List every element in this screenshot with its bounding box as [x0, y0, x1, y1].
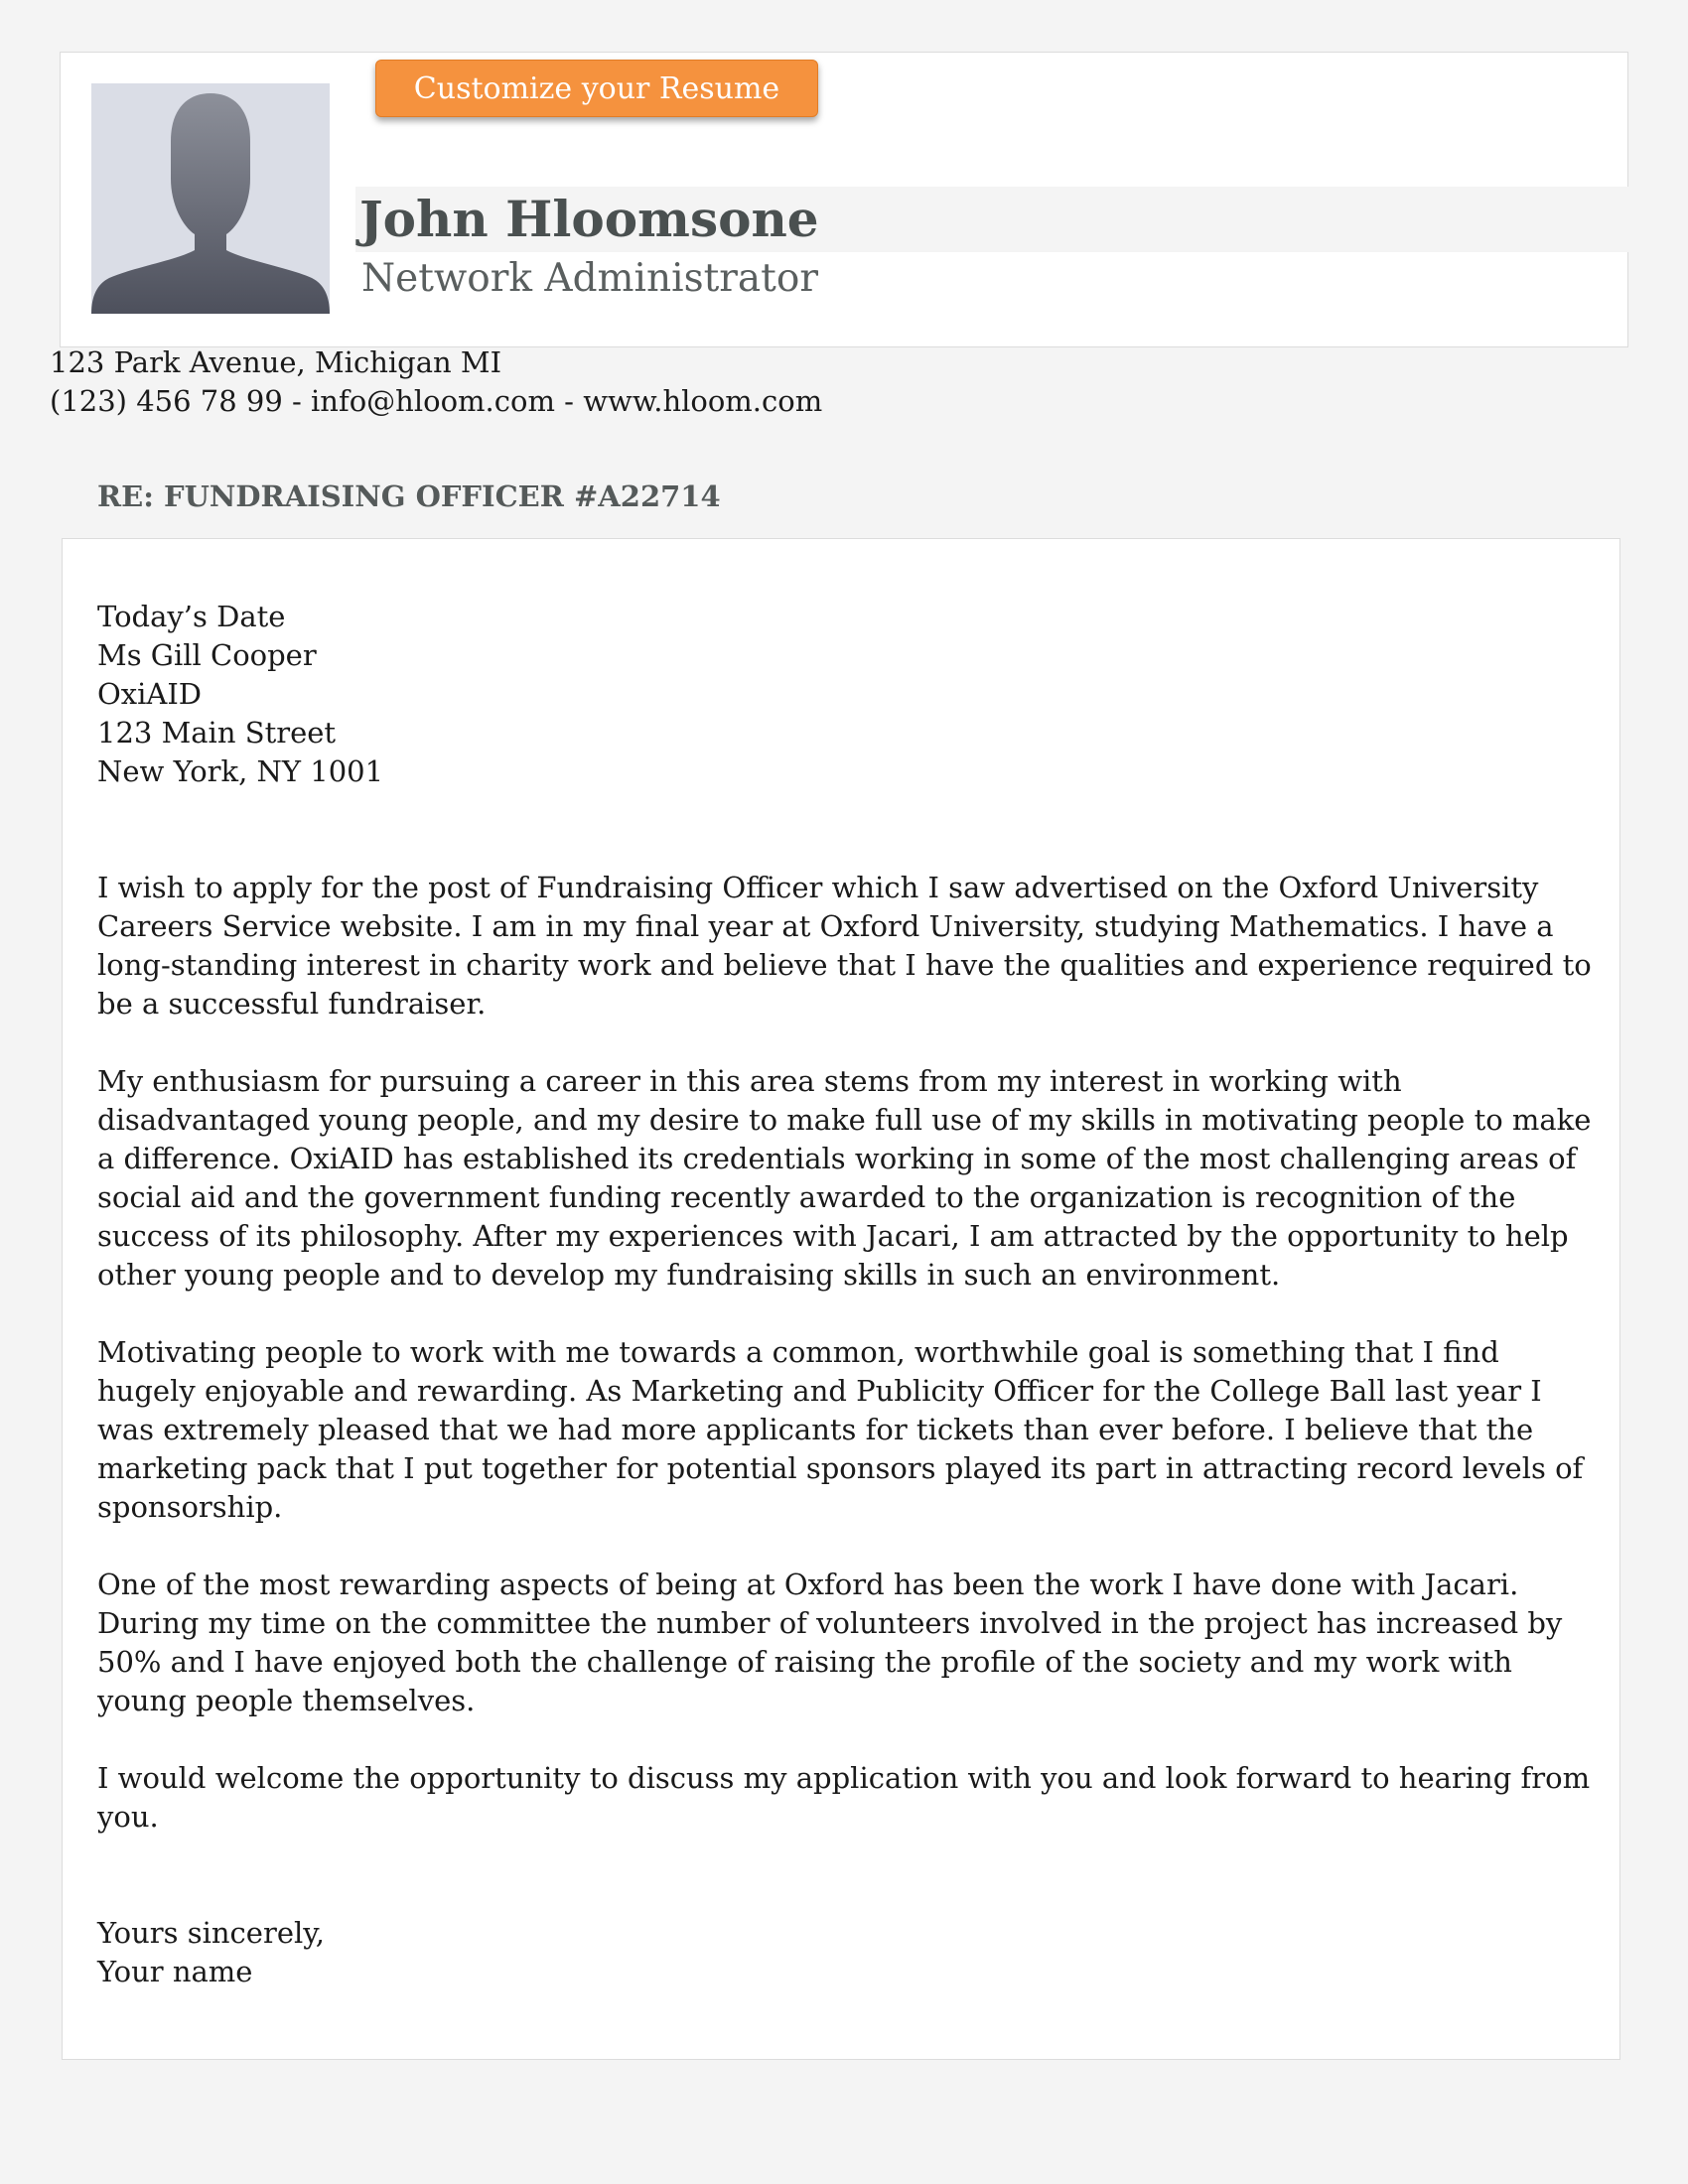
letter-paragraph: I wish to apply for the post of Fundraising Officer which I saw advertised on the Oxford University Careers Service website. I am in my final year at Oxford University, studying Mathematics. I have a long-standing interest in charity work and believe that I have the qualities and experience required to be a successful fundraiser. — [97, 871, 1592, 1021]
recipient-address — [97, 598, 1597, 791]
letter-paragraph: One of the most rewarding aspects of being at Oxford has been the work I have done with Jacari. During my time on the committee the number of volunteers involved in the project has increased by 50% and I have enjoyed both the challenge of raising the profile of the society and my work with young people themselves. — [97, 1568, 1563, 1717]
letter-closing — [97, 1914, 1597, 1991]
recipient-name: Ms Gill Cooper — [97, 638, 317, 672]
closing-salutation: Yours sincerely, — [97, 1916, 326, 1950]
recipient-city: New York, NY 1001 — [97, 754, 384, 788]
job-title: Network Administrator — [361, 256, 818, 301]
profile-photo — [91, 83, 330, 314]
letter-paragraph: Motivating people to work with me towards a common, worthwhile goal is something that I find hugely enjoyable and rewarding. As Marketing and Publicity Officer for the College Ball last year I was extremely pleased that we had more applicants for tickets than ever before. I believe that the marketing pack that I put together for potential sponsors played its part in attracting record levels of sponsorship. — [97, 1335, 1584, 1524]
contact-phone-email-web: (123) 456 78 99 - info@hloom.com - www.hloom.com — [50, 384, 823, 418]
contact-info — [50, 343, 822, 421]
customize-resume-button[interactable]: Customize your Resume — [375, 60, 818, 117]
letter-paragraph: I would welcome the opportunity to discuss my application with you and look forward to hearing from you. — [97, 1761, 1591, 1834]
reference-line: RE: FUNDRAISING OFFICER #A22714 — [97, 479, 721, 513]
letter-date: Today’s Date — [97, 600, 286, 633]
signature-name: Your name — [97, 1955, 253, 1988]
letter-body — [97, 598, 1597, 1991]
contact-address: 123 Park Avenue, Michigan MI — [50, 345, 502, 379]
recipient-company: OxiAID — [97, 677, 203, 711]
person-silhouette-icon — [91, 83, 330, 314]
candidate-name: John Hloomsone — [359, 190, 819, 248]
recipient-street: 123 Main Street — [97, 716, 337, 750]
letter-paragraph: My enthusiasm for pursuing a career in this area stems from my interest in working with disadvantaged young people, and my desire to make full use of my skills in motivating people to make a difference. OxiAID has established its credentials working in some of the most challenging areas of social aid and the government funding recently awarded to the organization is recognition of the success of its philosophy. After my experiences with Jacari, I am attracted by the opportunity to help other young people and to develop my fundraising skills in such an environment. — [97, 1064, 1592, 1292]
